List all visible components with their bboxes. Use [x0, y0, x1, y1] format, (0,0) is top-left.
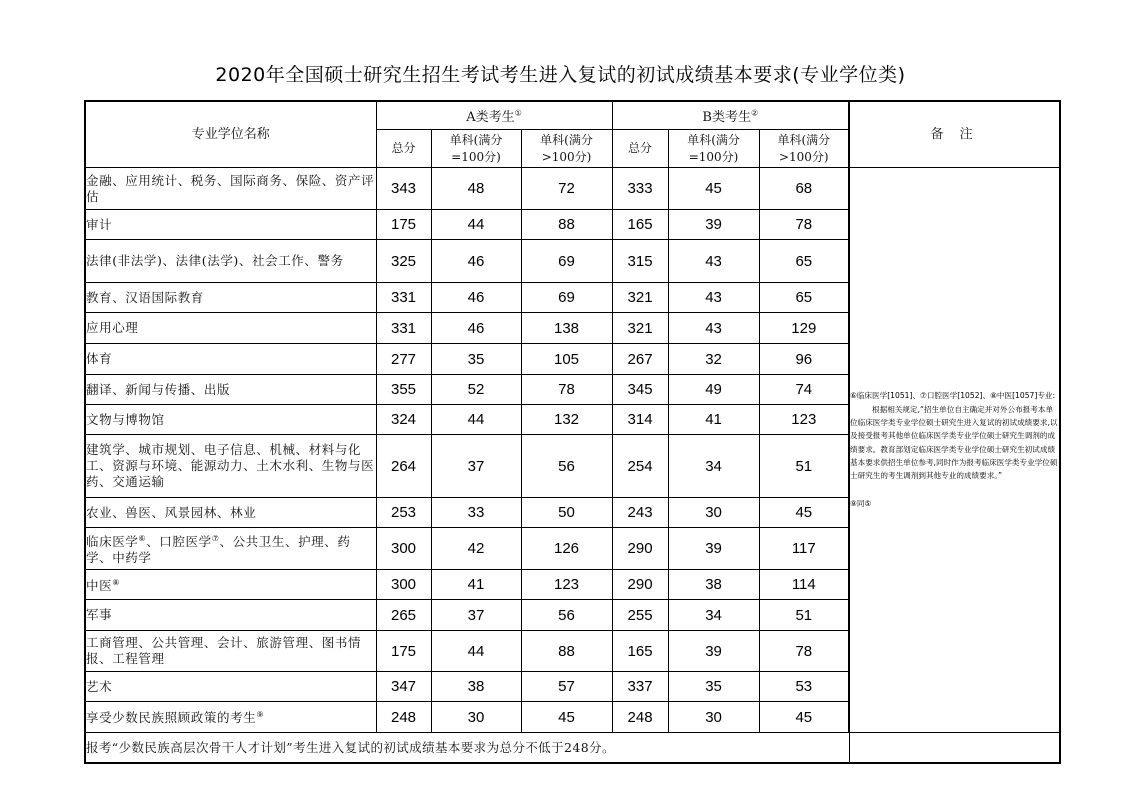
a-total: 324 [376, 405, 431, 435]
b-total: 337 [612, 672, 668, 702]
col-header-a-total: 总分 [376, 130, 431, 168]
a-single-gt100: 50 [521, 498, 612, 528]
group-b-footnote-mark: ② [750, 108, 759, 118]
a-single-gt100: 45 [521, 702, 612, 733]
remark-cell [849, 168, 1060, 733]
b-total: 290 [612, 570, 668, 600]
b-single-gt100: 51 [759, 600, 849, 631]
a-single-100: 30 [431, 702, 521, 733]
a-total: 343 [376, 168, 431, 210]
b-single-100: 32 [668, 344, 759, 375]
major-name-text: 中医 [86, 578, 113, 594]
a-total: 331 [376, 283, 431, 313]
sub-label-line2: >100分) [541, 149, 592, 164]
col-header-b-single-gt100 [759, 130, 849, 168]
a-single-100: 52 [431, 375, 521, 405]
a-single-100: 48 [431, 168, 521, 210]
a-single-100: 41 [431, 570, 521, 600]
major-name [85, 702, 376, 733]
a-total: 325 [376, 240, 431, 283]
a-single-gt100: 105 [521, 344, 612, 375]
remark-line2: 根据相关规定,“招生单位自主确定并对外公布报考本单位临床医学类专业学位硕士研究生进入复试的初试成绩要求,以及接受报考其他单位临床医学类专业学位硕士研究生调剂的成绩要求。教育部划定临床医学类专业学位硕士研究生初试成绩基本要求供招生单位参考,同时作为报考临床医学类专业学位硕士研究生的考生调剂到其他专业的成绩要求。” [850, 404, 1058, 481]
a-single-gt100: 69 [521, 240, 612, 283]
a-single-100: 44 [431, 631, 521, 672]
b-single-100: 39 [668, 631, 759, 672]
a-single-gt100: 57 [521, 672, 612, 702]
col-header-b-single-100 [668, 130, 759, 168]
major-name [85, 528, 376, 570]
major-name: 应用心理 [85, 313, 376, 344]
sub-label-line1: 单科(满分 [777, 132, 831, 147]
b-total: 315 [612, 240, 668, 283]
b-total: 314 [612, 405, 668, 435]
major-name: 翻译、新闻与传播、出版 [85, 375, 376, 405]
a-single-gt100: 69 [521, 283, 612, 313]
major-name: 工商管理、公共管理、会计、旅游管理、图书情报、工程管理 [85, 631, 376, 672]
a-single-100: 37 [431, 435, 521, 498]
b-total: 321 [612, 283, 668, 313]
sub-label-line1: 单科(满分 [540, 132, 593, 147]
a-single-gt100: 138 [521, 313, 612, 344]
b-total: 290 [612, 528, 668, 570]
b-single-100: 30 [668, 702, 759, 733]
a-single-100: 42 [431, 528, 521, 570]
major-name-part: 临床医学 [86, 534, 139, 550]
major-name-part: 、公共卫生、护理、药学、中药学 [86, 534, 351, 566]
major-name: 农业、兽医、风景园林、林业 [85, 498, 376, 528]
b-single-gt100: 117 [759, 528, 849, 570]
b-single-100: 35 [668, 672, 759, 702]
footnote-mark: ⑧ [112, 577, 120, 587]
a-single-100: 33 [431, 498, 521, 528]
major-name-part: 、口腔医学 [146, 534, 212, 550]
b-total: 345 [612, 375, 668, 405]
remark-line1: ⑥临床医学[1051]、⑦口腔医学[1052]、⑧中医[1057]专业: [850, 391, 1056, 401]
a-total: 253 [376, 498, 431, 528]
a-single-100: 35 [431, 344, 521, 375]
footnote-mark: ⑥ [138, 533, 147, 543]
a-single-gt100: 88 [521, 631, 612, 672]
b-single-100: 45 [668, 168, 759, 210]
b-total: 165 [612, 210, 668, 240]
b-total: 321 [612, 313, 668, 344]
b-single-gt100: 65 [759, 283, 849, 313]
b-single-100: 39 [668, 528, 759, 570]
group-a-footnote-mark: ① [514, 108, 522, 118]
b-single-gt100: 96 [759, 344, 849, 375]
a-single-100: 37 [431, 600, 521, 631]
group-a-label: A类考生 [466, 110, 515, 125]
a-single-100: 46 [431, 240, 521, 283]
a-single-gt100: 126 [521, 528, 612, 570]
b-single-gt100: 78 [759, 631, 849, 672]
b-total: 248 [612, 702, 668, 733]
a-single-gt100: 72 [521, 168, 612, 210]
b-single-gt100: 129 [759, 313, 849, 344]
sub-label-line2: =100分) [688, 149, 739, 164]
b-single-gt100: 123 [759, 405, 849, 435]
b-single-gt100: 45 [759, 498, 849, 528]
a-total: 265 [376, 600, 431, 631]
group-header-b [612, 101, 849, 130]
col-header-b-total: 总分 [612, 130, 668, 168]
b-single-100: 43 [668, 283, 759, 313]
b-single-100: 43 [668, 240, 759, 283]
table-row [85, 168, 1060, 210]
b-single-100: 41 [668, 405, 759, 435]
b-single-gt100: 65 [759, 240, 849, 283]
footnote-mark: ⑨ [256, 710, 265, 720]
b-single-gt100: 53 [759, 672, 849, 702]
b-total: 254 [612, 435, 668, 498]
major-name: 文物与博物馆 [85, 405, 376, 435]
col-header-a-single-100 [431, 130, 521, 168]
b-single-100: 38 [668, 570, 759, 600]
b-single-gt100: 74 [759, 375, 849, 405]
b-total: 243 [612, 498, 668, 528]
group-b-label: B类考生 [702, 110, 751, 125]
a-total: 300 [376, 570, 431, 600]
a-total: 355 [376, 375, 431, 405]
b-total: 255 [612, 600, 668, 631]
col-header-remark: 备 注 [849, 101, 1060, 168]
a-single-gt100: 123 [521, 570, 612, 600]
a-total: 264 [376, 435, 431, 498]
a-single-100: 46 [431, 283, 521, 313]
major-name: 教育、汉语国际教育 [85, 283, 376, 313]
b-single-gt100: 78 [759, 210, 849, 240]
a-total: 277 [376, 344, 431, 375]
b-single-gt100: 51 [759, 435, 849, 498]
b-single-gt100: 114 [759, 570, 849, 600]
footnote-mark: ⑦ [211, 533, 220, 543]
major-name: 军事 [85, 600, 376, 631]
major-name: 金融、应用统计、税务、国际商务、保险、资产评估 [85, 168, 376, 210]
a-single-100: 38 [431, 672, 521, 702]
b-total: 165 [612, 631, 668, 672]
remark-line3: ⑨同⑤ [850, 499, 872, 509]
a-total: 347 [376, 672, 431, 702]
col-header-major: 专业学位名称 [85, 101, 376, 168]
a-total: 248 [376, 702, 431, 733]
a-single-gt100: 56 [521, 435, 612, 498]
b-total: 267 [612, 344, 668, 375]
b-single-gt100: 68 [759, 168, 849, 210]
a-total: 175 [376, 210, 431, 240]
sub-label-line2: =100分) [451, 149, 501, 164]
col-header-a-single-gt100 [521, 130, 612, 168]
sub-label-line2: >100分) [778, 149, 829, 164]
page-title: 2020年全国硕士研究生招生考试考生进入复试的初试成绩基本要求(专业学位类) [215, 64, 906, 86]
a-single-100: 46 [431, 313, 521, 344]
major-name: 体育 [85, 344, 376, 375]
a-single-gt100: 78 [521, 375, 612, 405]
b-single-100: 43 [668, 313, 759, 344]
b-single-100: 34 [668, 600, 759, 631]
a-single-100: 44 [431, 210, 521, 240]
sub-label-line1: 单科(满分 [449, 132, 503, 147]
b-single-100: 49 [668, 375, 759, 405]
a-single-gt100: 88 [521, 210, 612, 240]
b-single-100: 30 [668, 498, 759, 528]
footer-note: 报考“少数民族高层次骨干人才计划”考生进入复试的初试成绩基本要求为总分不低于248分。 [85, 733, 849, 763]
major-name: 审计 [85, 210, 376, 240]
b-total: 333 [612, 168, 668, 210]
a-single-gt100: 56 [521, 600, 612, 631]
major-name: 艺术 [85, 672, 376, 702]
a-total: 331 [376, 313, 431, 344]
b-single-gt100: 45 [759, 702, 849, 733]
score-requirements-table [84, 100, 1061, 764]
a-total: 300 [376, 528, 431, 570]
footer-remark-empty [849, 733, 1060, 763]
group-header-a [376, 101, 612, 130]
a-total: 175 [376, 631, 431, 672]
footer-row [85, 733, 1060, 763]
a-single-100: 44 [431, 405, 521, 435]
b-single-100: 39 [668, 210, 759, 240]
major-name [85, 570, 376, 600]
sub-label-line1: 单科(满分 [687, 132, 740, 147]
b-single-100: 34 [668, 435, 759, 498]
major-name: 法律(非法学)、法律(法学)、社会工作、警务 [85, 240, 376, 283]
major-name-text: 享受少数民族照顾政策的考生 [86, 710, 257, 726]
a-single-gt100: 132 [521, 405, 612, 435]
major-name: 建筑学、城市规划、电子信息、机械、材料与化工、资源与环境、能源动力、土木水利、生物与医药、交通运输 [85, 435, 376, 498]
